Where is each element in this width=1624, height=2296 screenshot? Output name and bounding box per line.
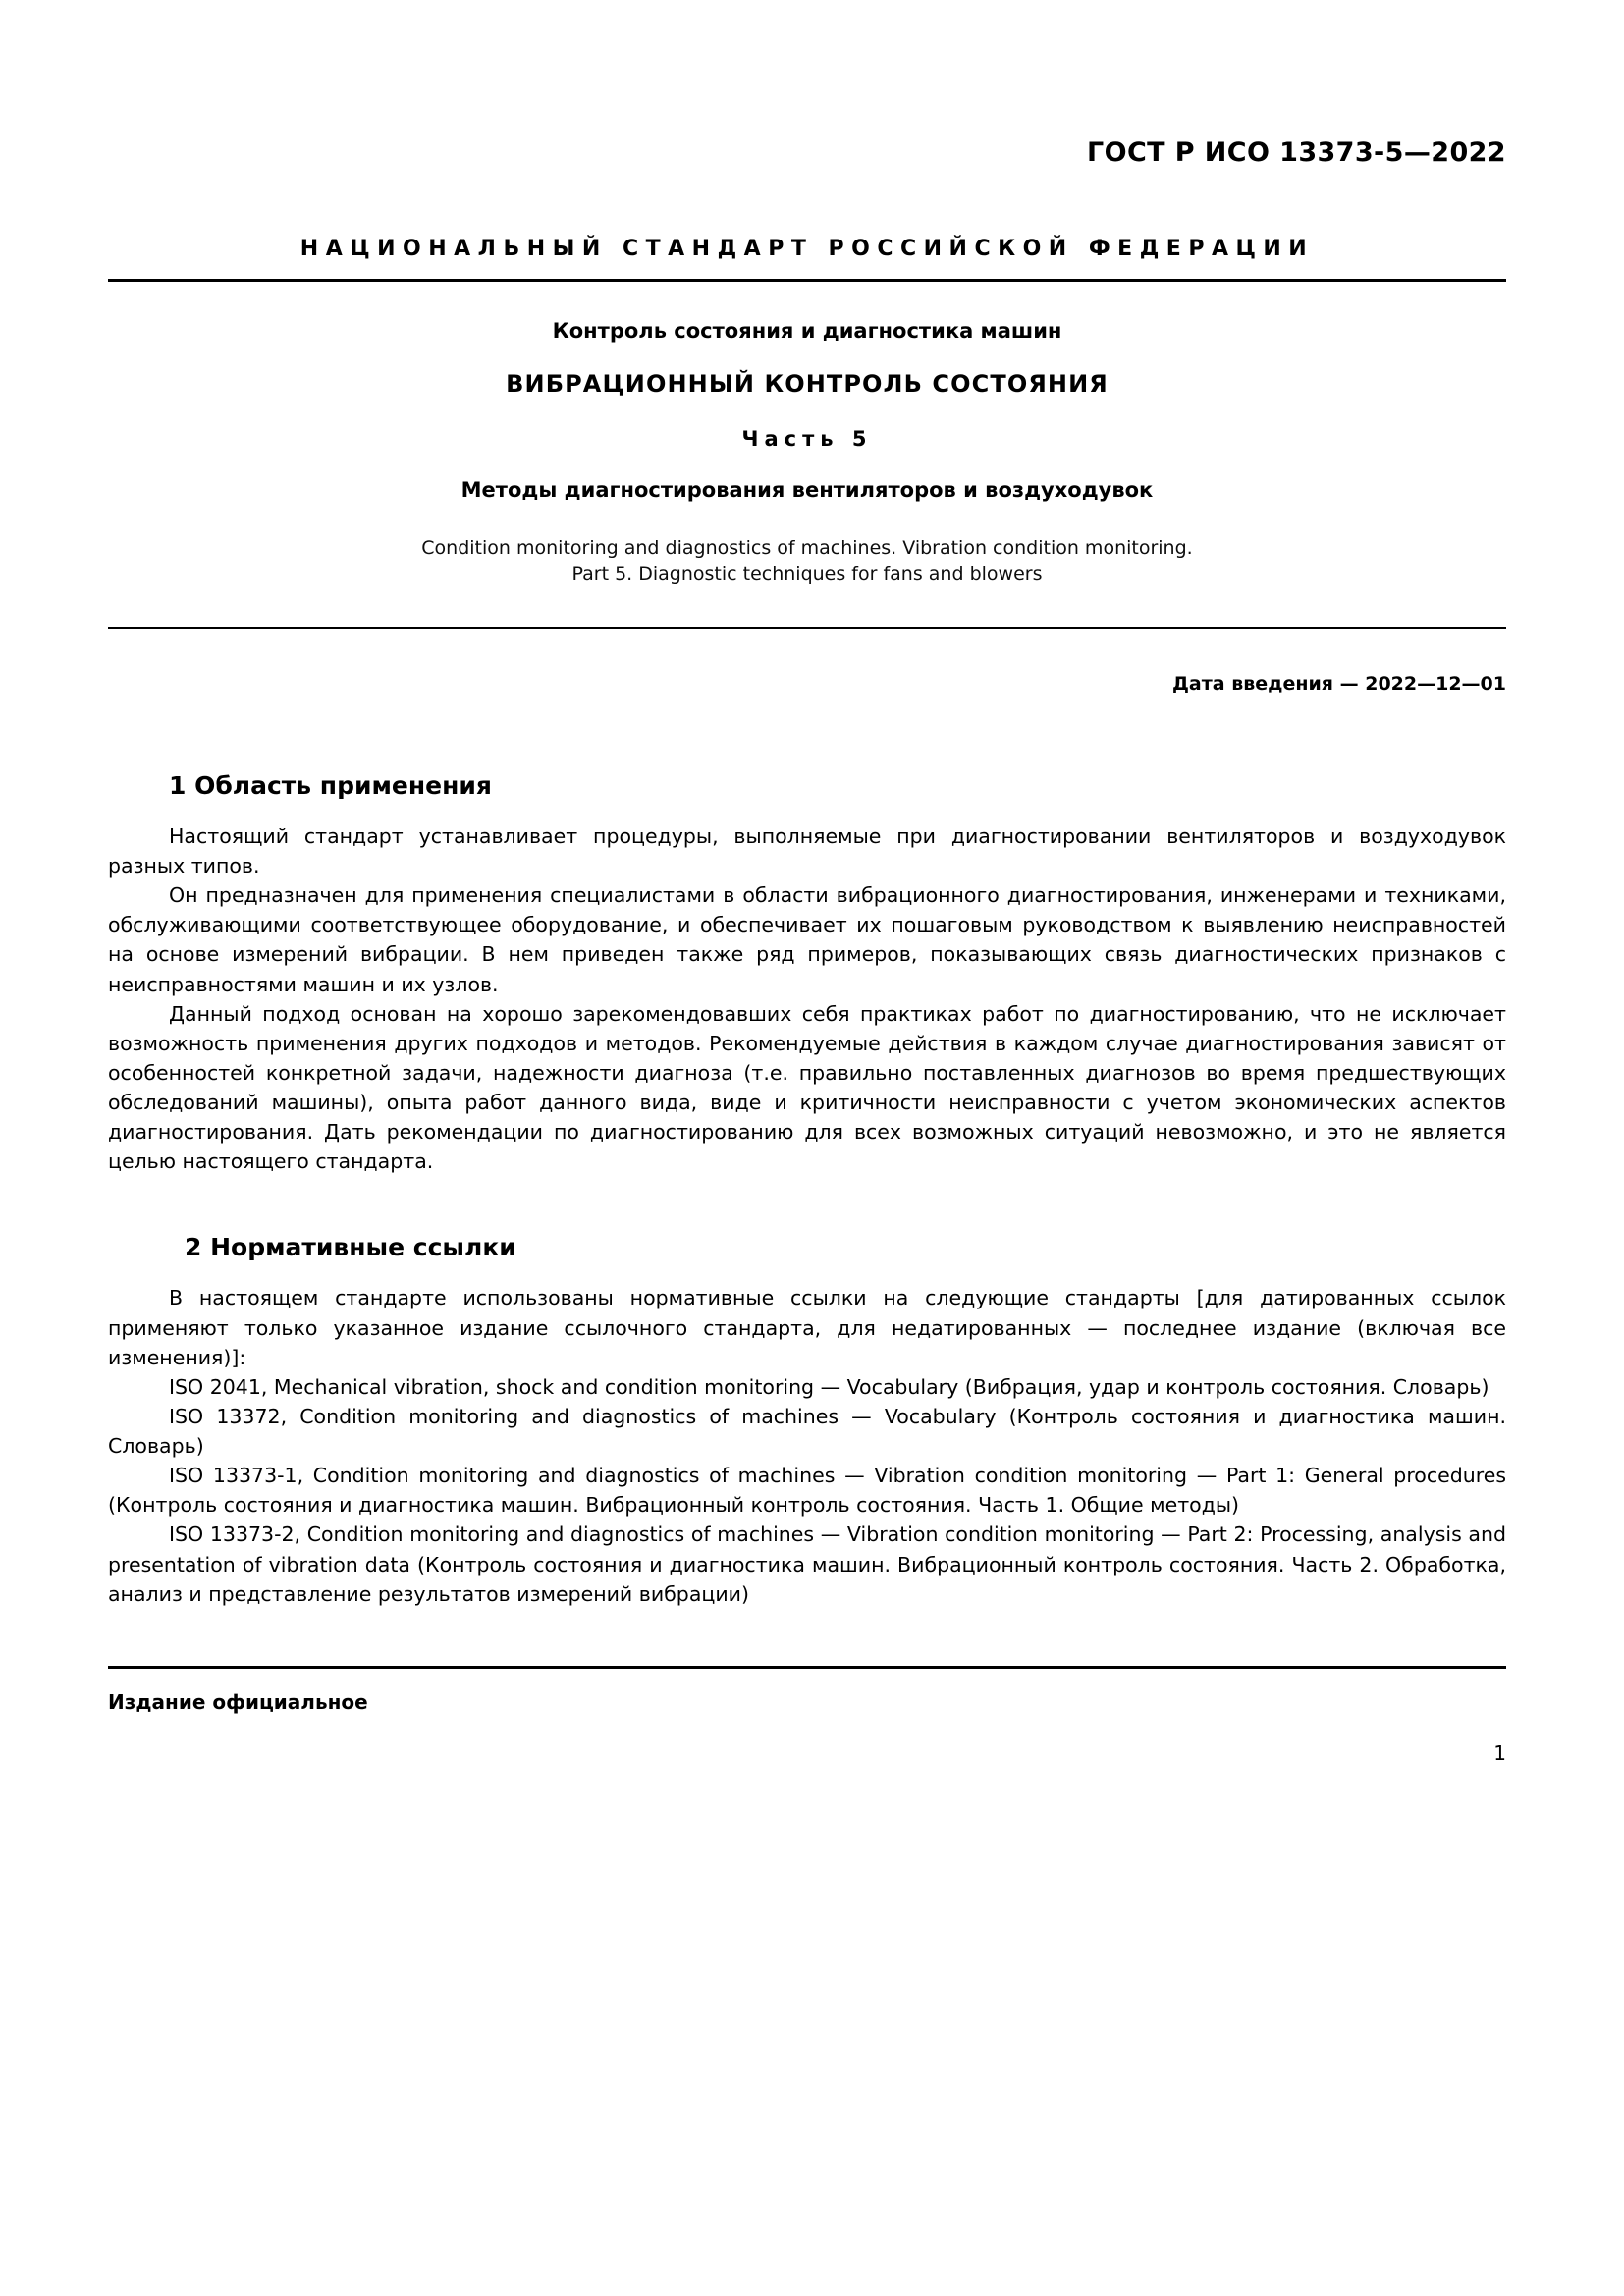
reference-iso-13373-2: ISO 13373-2, Condition monitoring and diagnostics of machines — Vibration condition monitoring — Part 2: Processing, analysis and presentation of vibration data (Контроль состояния и диагностика машин. Вибрационный контроль состояния. Часть 2. Обработка, анализ и представление результатов измерений вибрации) — [108, 1522, 1506, 1606]
section-heading-scope: 1 Область применения — [169, 771, 492, 800]
paragraph-scope-2: Он предназначен для применения специалистами в области вибрационного диагностирования, инженерами и техниками, обслуживающими соответствующее оборудование, и обеспечивает их пошаговым руководством к выявлению неисправностей на основе измерений вибрации. В нем приведен также ряд примеров, показывающих связь диагностических признаков с неисправностями машин и их узлов. — [108, 883, 1506, 996]
english-title-line-2: Part 5. Diagnostic techniques for fans and blowers — [571, 562, 1043, 585]
document-part-name: Методы диагностирования вентиляторов и воздуходувок — [460, 478, 1154, 502]
english-title-line-1: Condition monitoring and diagnostics of machines. Vibration condition monitoring. — [421, 537, 1193, 559]
paragraph-scope-3: Данный подход основан на хорошо зарекомендовавших себя практиках работ по диагностированию, что не исключает возможность применения других подходов и методов. Рекомендуемые действия в каждом случае диагностирования зависят от особенностей конкретной задачи, надежности диагноза (т.е. правильно поставленных диагнозов во время предшествующих обследований машины), опыта работ данного вида, виде и критичности неисправности с учетом экономических аспектов диагностирования. Дать рекомендации по диагностированию для всех возможных ситуаций невозможно, и это не является целью настоящего стандарта. — [108, 1001, 1506, 1174]
divider-title-bottom — [108, 627, 1506, 629]
document-subtitle: Контроль состояния и диагностика машин — [552, 319, 1062, 343]
section-heading-references: 2 Нормативные ссылки — [185, 1233, 516, 1262]
paragraph-scope-1: Настоящий стандарт устанавливает процедуры, выполняемые при диагностировании вентиляторов и воздуходувок разных типов. — [108, 824, 1506, 879]
reference-iso-13373-1: ISO 13373-1, Condition monitoring and diagnostics of machines — Vibration condition monitoring — Part 1: General procedures (Контроль состояния и диагностика машин. Вибрационный контроль состояния. Часть 1. Общие методы) — [108, 1464, 1506, 1518]
divider-footer — [108, 1666, 1506, 1669]
reference-iso-13372: ISO 13372, Condition monitoring and diagnostics of machines — Vocabulary (Контроль состояния и диагностика машин. Словарь) — [108, 1404, 1506, 1459]
title-block — [108, 282, 1506, 610]
document-part: Часть 5 — [741, 427, 873, 451]
national-standard-line: НАЦИОНАЛЬНЫЙ СТАНДАРТ РОССИЙСКОЙ ФЕДЕРАЦИИ — [299, 237, 1315, 261]
reference-iso-2041: ISO 2041, Mechanical vibration, shock and condition monitoring — Vocabulary (Вибрация, удар и контроль состояния. Словарь) — [169, 1374, 1489, 1399]
paragraph-references-intro: В настоящем стандарте использованы нормативные ссылки на следующие стандарты [для датированных ссылок применяют только указанное издание ссылочного стандарта, для недатированных — последнее издание (включая все изменения)]: — [108, 1286, 1506, 1369]
official-edition-label: Издание официальное — [108, 1689, 368, 1714]
page-number: 1 — [1493, 1740, 1506, 1765]
document-code: ГОСТ Р ИСО 13373-5—2022 — [1086, 137, 1506, 168]
document-title: ВИБРАЦИОННЫЙ КОНТРОЛЬ СОСТОЯНИЯ — [506, 370, 1109, 398]
introduction-date: Дата введения — 2022—12—01 — [1172, 672, 1506, 695]
